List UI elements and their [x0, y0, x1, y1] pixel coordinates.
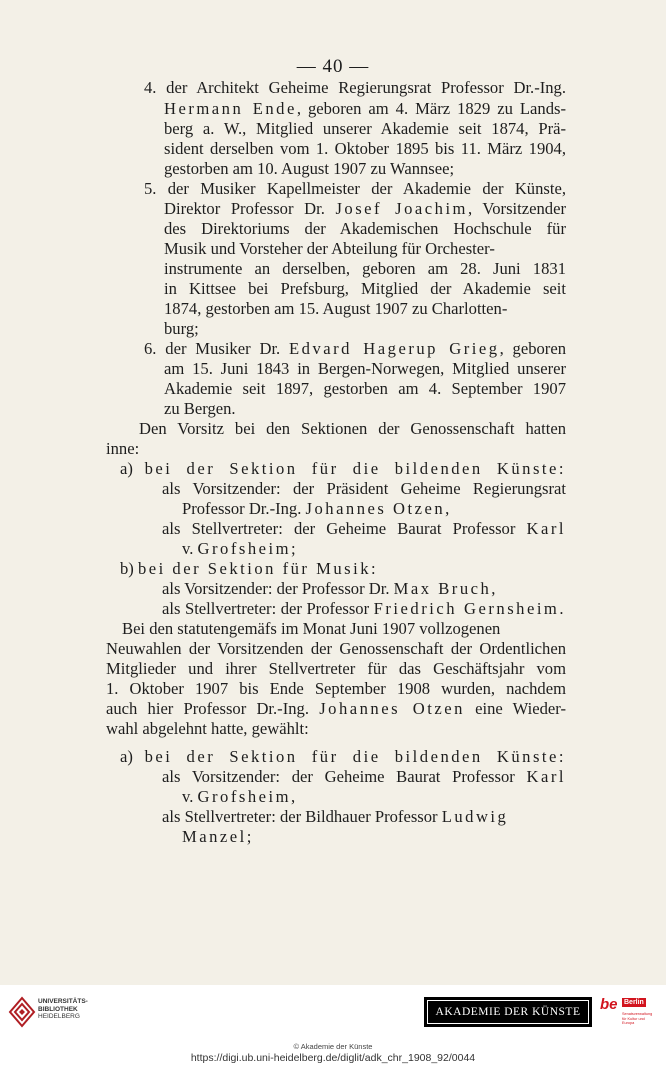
- berlin-senate-logo[interactable]: [600, 996, 658, 1030]
- text-line: a) bei der Sektion für die bildenden Künste:: [120, 747, 566, 766]
- library-name-line: UNIVERSITÄTS-: [38, 998, 88, 1005]
- text-line: Neuwahlen der Vorsitzenden der Genossenschaft der Ordentlichen: [106, 639, 566, 658]
- text-line: als Stellvertreter: der Geheime Baurat Professor Karl: [162, 519, 566, 538]
- emphasized-name: Max Bruch,: [393, 579, 498, 598]
- emphasized-name: Johannes Otzen: [319, 699, 465, 718]
- text-line: Bei den statutengemäfs im Monat Juni 1907 vollzogenen: [122, 619, 501, 638]
- text-line: Akademie seit 1897, gestorben am 4. September 1907: [164, 379, 566, 398]
- emphasized-name: Edvard Hagerup Grieg: [289, 339, 500, 358]
- berlin-tag: Berlin: [624, 999, 644, 1006]
- text-line: Hermann Ende, geboren am 4. März 1829 zu Lands-: [164, 99, 566, 118]
- text-line: in Kittsee bei Prefsburg, Mitglied der Akademie seit: [164, 279, 566, 298]
- text-line: wahl abgelehnt hatte, gewählt:: [106, 719, 309, 738]
- berlin-subtitle-line: für Kultur und Europa: [622, 1016, 645, 1025]
- adk-label: AKADEMIE DER KÜNSTE: [427, 1000, 589, 1024]
- emphasized-name: Friedrich Gernsheim.: [373, 599, 566, 618]
- text-line: gestorben am 10. August 1907 zu Wannsee;: [164, 159, 455, 178]
- berlin-be-mark: be: [600, 996, 618, 1013]
- text-line: Professor Dr.-Ing. Johannes Otzen,: [182, 499, 452, 518]
- emphasized-name: Karl: [526, 519, 566, 538]
- text-line: Direktor Professor Dr. Josef Joachim, Vorsitzender: [164, 199, 566, 218]
- text-line: [182, 827, 254, 847]
- text-line: als Vorsitzender: der Präsident Geheime Regierungsrat: [162, 479, 566, 498]
- text-line: am 15. Juni 1843 in Bergen-Norwegen, Mitglied unserer: [164, 359, 566, 378]
- emphasized-name: Karl: [526, 767, 566, 786]
- text-line: 5. der Musiker Kapellmeister der Akademie der Künste,: [144, 179, 566, 198]
- text-line: a) bei der Sektion für die bildenden Künste:: [120, 459, 566, 478]
- text-line: des Direktoriums der Akademischen Hochschule für: [164, 219, 566, 238]
- text-line: als Vorsitzender: der Geheime Baurat Professor Karl: [162, 767, 566, 786]
- text-line: als Vorsitzender: der Professor Dr. Max Bruch,: [162, 579, 498, 598]
- text-line: auch hier Professor Dr.-Ing. Johannes Otzen eine Wieder-: [106, 699, 566, 718]
- text-line: zu Bergen.: [164, 399, 236, 418]
- akademie-der-kuenste-logo[interactable]: [424, 997, 592, 1027]
- library-name-line: HEIDELBERG: [38, 1013, 80, 1020]
- source-url-link[interactable]: https://digi.ub.uni-heidelberg.de/diglit/adk_chr_1908_92/0044: [190, 1052, 476, 1064]
- emphasized-name: bei der Sektion für die bildenden Künste:: [144, 747, 566, 766]
- emphasized-name: Manzel;: [182, 827, 254, 846]
- text-line: Den Vorsitz bei den Sektionen der Genossenschaft hatten: [139, 419, 566, 438]
- text-line: v. Grofsheim;: [182, 539, 299, 558]
- emphasized-name: bei der Sektion für Musik:: [137, 559, 379, 578]
- text-line: 6. der Musiker Dr. Edvard Hagerup Grieg, geboren: [144, 339, 566, 358]
- emphasized-name: Grofsheim;: [197, 539, 299, 558]
- emphasized-name: bei der Sektion für die bildenden Künste:: [144, 459, 566, 478]
- text-line: instrumente an derselben, geboren am 28. Juni 1831: [164, 259, 566, 278]
- emphasized-name: Josef Joachim: [335, 199, 468, 218]
- text-line: burg;: [164, 319, 199, 338]
- text-line: 1. Oktober 1907 bis Ende September 1908 wurden, nachdem: [106, 679, 566, 698]
- university-library-name[interactable]: [38, 998, 88, 1021]
- emphasized-name: Grofsheim,: [197, 787, 298, 806]
- page-number: — 40 —: [296, 56, 370, 77]
- text-line: sident derselben vom 1. Oktober 1895 bis 11. März 1904,: [164, 139, 566, 158]
- emphasized-name: Hermann Ende: [164, 99, 297, 118]
- emphasized-name: Ludwig: [441, 807, 509, 826]
- text-line: 4. der Architekt Geheime Regierungsrat Professor Dr.-Ing.: [144, 78, 566, 97]
- berlin-subtitle-line: Senatsverwaltung: [622, 1012, 653, 1016]
- library-name-line: BIBLIOTHEK: [38, 1005, 78, 1013]
- text-line: v. Grofsheim,: [182, 787, 298, 806]
- text-line: Musik und Vorsteher der Abteilung für Orchester-: [164, 239, 495, 258]
- text-line: als Stellvertreter: der Bildhauer Professor Ludwig: [162, 807, 509, 826]
- text-line: inne:: [106, 439, 140, 458]
- text-line: als Stellvertreter: der Professor Friedrich Gernsheim.: [162, 599, 566, 618]
- university-library-logo-icon[interactable]: [8, 996, 36, 1028]
- berlin-subtitle: [622, 1012, 658, 1026]
- emphasized-name: Johannes Otzen,: [305, 499, 452, 518]
- text-line: Mitglieder und ihrer Stellvertreter für das Geschäftsjahr vom: [106, 659, 566, 678]
- text-line: b) bei der Sektion für Musik:: [120, 559, 379, 578]
- text-line: berg a. W., Mitglied unserer Akademie seit 1874, Prä-: [164, 119, 566, 138]
- copyright-credit: © Akademie der Künste: [293, 1042, 373, 1051]
- text-line: 1874, gestorben am 15. August 1907 zu Charlotten-: [164, 299, 508, 318]
